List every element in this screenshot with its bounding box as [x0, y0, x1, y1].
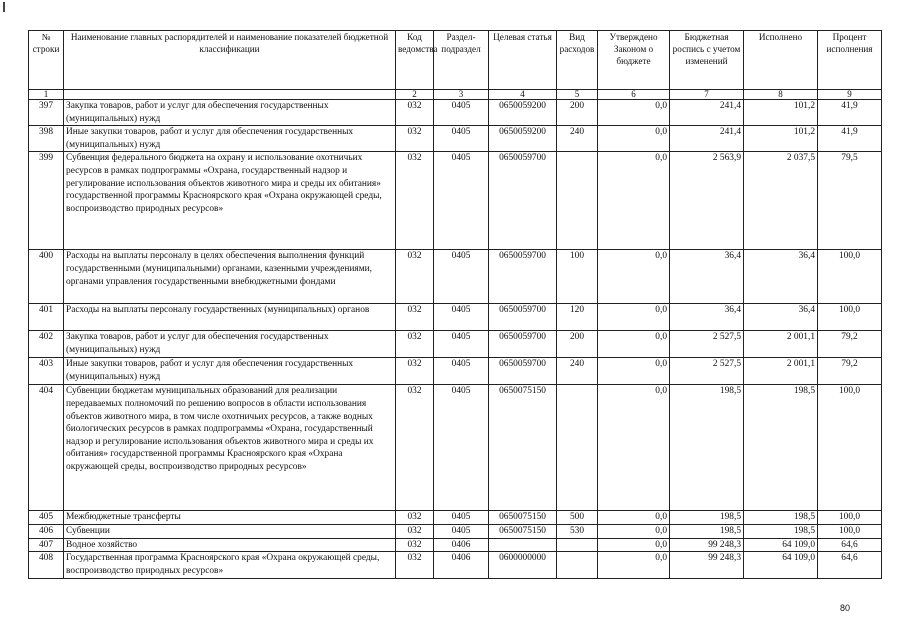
- target-article: 0650059200: [489, 126, 557, 152]
- department-code: 032: [396, 552, 434, 579]
- approved-amount: 0,0: [598, 524, 670, 538]
- table-row: [29, 385, 882, 511]
- table-row: [29, 250, 882, 304]
- section-code: 0405: [434, 358, 489, 385]
- row-name: Закупка товаров, работ и услуг для обеспечения государственных (муниципальных) нужд: [64, 100, 396, 126]
- header-target-article: Целевая статья: [489, 31, 557, 90]
- row-name: Закупка товаров, работ и услуг для обеспечения государственных (муниципальных) нужд: [64, 331, 396, 358]
- row-name: Субвенции бюджетам муниципальных образований для реализации передаваемых полномочий по решению вопросов в области использования объектов животного мира, в том числе охотничьих ресурсов, а также водных биологических ресурсов в рамках подпрограммы «Охрана, государственный надзор и регулирование использования объектов животного мира и среды их обитания» государственной программы Красноярского края «Охрана окружающей среды, воспроизводство природных ресурсов»: [64, 385, 396, 511]
- target-article: 0650059700: [489, 358, 557, 385]
- executed-amount: 2 001,1: [744, 331, 818, 358]
- execution-percent: 79,2: [818, 358, 882, 385]
- section-code: 0405: [434, 152, 489, 250]
- executed-amount: 198,5: [744, 511, 818, 525]
- table-row: [29, 358, 882, 385]
- approved-amount: 0,0: [598, 331, 670, 358]
- row-name: Иные закупки товаров, работ и услуг для обеспечения государственных (муниципальных) нужд: [64, 126, 396, 152]
- row-number: 405: [29, 511, 64, 525]
- budget-amount: 99 248,3: [670, 538, 744, 552]
- column-number-row: [29, 90, 882, 100]
- approved-amount: 0,0: [598, 250, 670, 304]
- target-article: [489, 538, 557, 552]
- section-code: 0405: [434, 100, 489, 126]
- header-executed: Исполнено: [744, 31, 818, 90]
- section-code: 0405: [434, 385, 489, 511]
- approved-amount: 0,0: [598, 358, 670, 385]
- row-name: Расходы на выплаты персоналу государственных (муниципальных) органов: [64, 304, 396, 331]
- expense-type: [557, 538, 598, 552]
- expense-type: [557, 385, 598, 511]
- expense-type: 200: [557, 100, 598, 126]
- executed-amount: 2 001,1: [744, 358, 818, 385]
- table-row: [29, 304, 882, 331]
- column-number: 4: [489, 90, 557, 100]
- row-name: Государственная программа Красноярского края «Охрана окружающей среды, воспроизводство природных ресурсов»: [64, 552, 396, 579]
- row-number: 407: [29, 538, 64, 552]
- section-code: 0406: [434, 552, 489, 579]
- target-article: 0650059700: [489, 304, 557, 331]
- row-name: Субвенции: [64, 524, 396, 538]
- header-approved: Утверждено Законом о бюджете: [598, 31, 670, 90]
- executed-amount: 2 037,5: [744, 152, 818, 250]
- execution-percent: 64,6: [818, 538, 882, 552]
- expense-type: 120: [557, 304, 598, 331]
- budget-amount: 2 527,5: [670, 358, 744, 385]
- execution-percent: 41,9: [818, 126, 882, 152]
- expense-type: [557, 152, 598, 250]
- section-code: 0405: [434, 126, 489, 152]
- scan-edge-mark: [3, 2, 5, 12]
- section-code: 0405: [434, 511, 489, 525]
- approved-amount: 0,0: [598, 152, 670, 250]
- budget-amount: 99 248,3: [670, 552, 744, 579]
- execution-percent: 64,6: [818, 552, 882, 579]
- row-number: 406: [29, 524, 64, 538]
- row-name: Расходы на выплаты персоналу в целях обеспечения выполнения функций государственными (муниципальными) органами, казенными учреждениями, органами управления государственными внебюджетными фондами: [64, 250, 396, 304]
- department-code: 032: [396, 385, 434, 511]
- expense-type: 240: [557, 358, 598, 385]
- expense-type: 200: [557, 331, 598, 358]
- expense-type: [557, 552, 598, 579]
- table-row: [29, 331, 882, 358]
- column-number: 5: [557, 90, 598, 100]
- column-number: 8: [744, 90, 818, 100]
- header-section: Раздел-подраздел: [434, 31, 489, 90]
- budget-amount: 241,4: [670, 100, 744, 126]
- table-row: [29, 126, 882, 152]
- department-code: 032: [396, 304, 434, 331]
- budget-amount: 2 527,5: [670, 331, 744, 358]
- row-number: 404: [29, 385, 64, 511]
- section-code: 0405: [434, 331, 489, 358]
- budget-amount: 36,4: [670, 304, 744, 331]
- approved-amount: 0,0: [598, 538, 670, 552]
- executed-amount: 101,2: [744, 100, 818, 126]
- department-code: 032: [396, 250, 434, 304]
- executed-amount: 198,5: [744, 524, 818, 538]
- approved-amount: 0,0: [598, 385, 670, 511]
- execution-percent: 41,9: [818, 100, 882, 126]
- executed-amount: 101,2: [744, 126, 818, 152]
- approved-amount: 0,0: [598, 511, 670, 525]
- row-name: Межбюджетные трансферты: [64, 511, 396, 525]
- budget-amount: 2 563,9: [670, 152, 744, 250]
- row-number: 408: [29, 552, 64, 579]
- department-code: 032: [396, 152, 434, 250]
- row-name: Водное хозяйство: [64, 538, 396, 552]
- row-number: 402: [29, 331, 64, 358]
- page-number: 80: [840, 603, 851, 613]
- target-article: 0650075150: [489, 524, 557, 538]
- table-row: [29, 100, 882, 126]
- header-name: Наименование главных распорядителей и наименование показателей бюджетной классификации: [64, 31, 396, 90]
- row-name: Субвенция федерального бюджета на охрану и использование охотничьих ресурсов в рамках подпрограммы «Охрана, государственный надзор и регулирование использования объектов животного мира и среды их обитания» государственной программы Красноярского края «Охрана окружающей среды, воспроизводство природных ресурсов»: [64, 152, 396, 250]
- header-row-number: № строки: [29, 31, 64, 90]
- table-row: [29, 511, 882, 525]
- header-budget-schedule: Бюджетная роспись с учетом изменений: [670, 31, 744, 90]
- column-number: 7: [670, 90, 744, 100]
- department-code: 032: [396, 538, 434, 552]
- target-article: 0650059200: [489, 100, 557, 126]
- row-number: 400: [29, 250, 64, 304]
- execution-percent: 100,0: [818, 250, 882, 304]
- department-code: 032: [396, 126, 434, 152]
- section-code: 0405: [434, 250, 489, 304]
- section-code: 0406: [434, 538, 489, 552]
- budget-amount: 198,5: [670, 511, 744, 525]
- row-name: Иные закупки товаров, работ и услуг для обеспечения государственных (муниципальных) нужд: [64, 358, 396, 385]
- execution-percent: 79,5: [818, 152, 882, 250]
- table-row: [29, 152, 882, 250]
- table-row: [29, 552, 882, 579]
- row-number: 398: [29, 126, 64, 152]
- column-number: [64, 90, 396, 100]
- target-article: 0650075150: [489, 511, 557, 525]
- target-article: 0650059700: [489, 152, 557, 250]
- expense-type: 240: [557, 126, 598, 152]
- budget-amount: 241,4: [670, 126, 744, 152]
- executed-amount: 36,4: [744, 250, 818, 304]
- target-article: 0650059700: [489, 250, 557, 304]
- row-number: 399: [29, 152, 64, 250]
- target-article: 0600000000: [489, 552, 557, 579]
- column-number: 3: [434, 90, 489, 100]
- target-article: 0650075150: [489, 385, 557, 511]
- executed-amount: 64 109,0: [744, 538, 818, 552]
- budget-amount: 198,5: [670, 385, 744, 511]
- department-code: 032: [396, 511, 434, 525]
- header-percent: Процент исполнения: [818, 31, 882, 90]
- execution-percent: 79,2: [818, 331, 882, 358]
- header-row: [29, 31, 882, 90]
- column-number: 1: [29, 90, 64, 100]
- table-row: [29, 538, 882, 552]
- budget-amount: 36,4: [670, 250, 744, 304]
- header-department-code: Код ведомства: [396, 31, 434, 90]
- row-number: 397: [29, 100, 64, 126]
- approved-amount: 0,0: [598, 100, 670, 126]
- expense-type: 530: [557, 524, 598, 538]
- department-code: 032: [396, 100, 434, 126]
- department-code: 032: [396, 331, 434, 358]
- target-article: 0650059700: [489, 331, 557, 358]
- row-number: 403: [29, 358, 64, 385]
- execution-percent: 100,0: [818, 511, 882, 525]
- table-row: [29, 524, 882, 538]
- execution-percent: 100,0: [818, 524, 882, 538]
- department-code: 032: [396, 524, 434, 538]
- budget-amount: 198,5: [670, 524, 744, 538]
- department-code: 032: [396, 358, 434, 385]
- executed-amount: 36,4: [744, 304, 818, 331]
- budget-execution-table: [28, 30, 882, 579]
- row-number: 401: [29, 304, 64, 331]
- approved-amount: 0,0: [598, 126, 670, 152]
- column-number: 2: [396, 90, 434, 100]
- section-code: 0405: [434, 304, 489, 331]
- expense-type: 100: [557, 250, 598, 304]
- execution-percent: 100,0: [818, 304, 882, 331]
- column-number: 9: [818, 90, 882, 100]
- approved-amount: 0,0: [598, 552, 670, 579]
- approved-amount: 0,0: [598, 304, 670, 331]
- executed-amount: 198,5: [744, 385, 818, 511]
- section-code: 0405: [434, 524, 489, 538]
- header-expense-type: Вид расходов: [557, 31, 598, 90]
- executed-amount: 64 109,0: [744, 552, 818, 579]
- expense-type: 500: [557, 511, 598, 525]
- column-number: 6: [598, 90, 670, 100]
- execution-percent: 100,0: [818, 385, 882, 511]
